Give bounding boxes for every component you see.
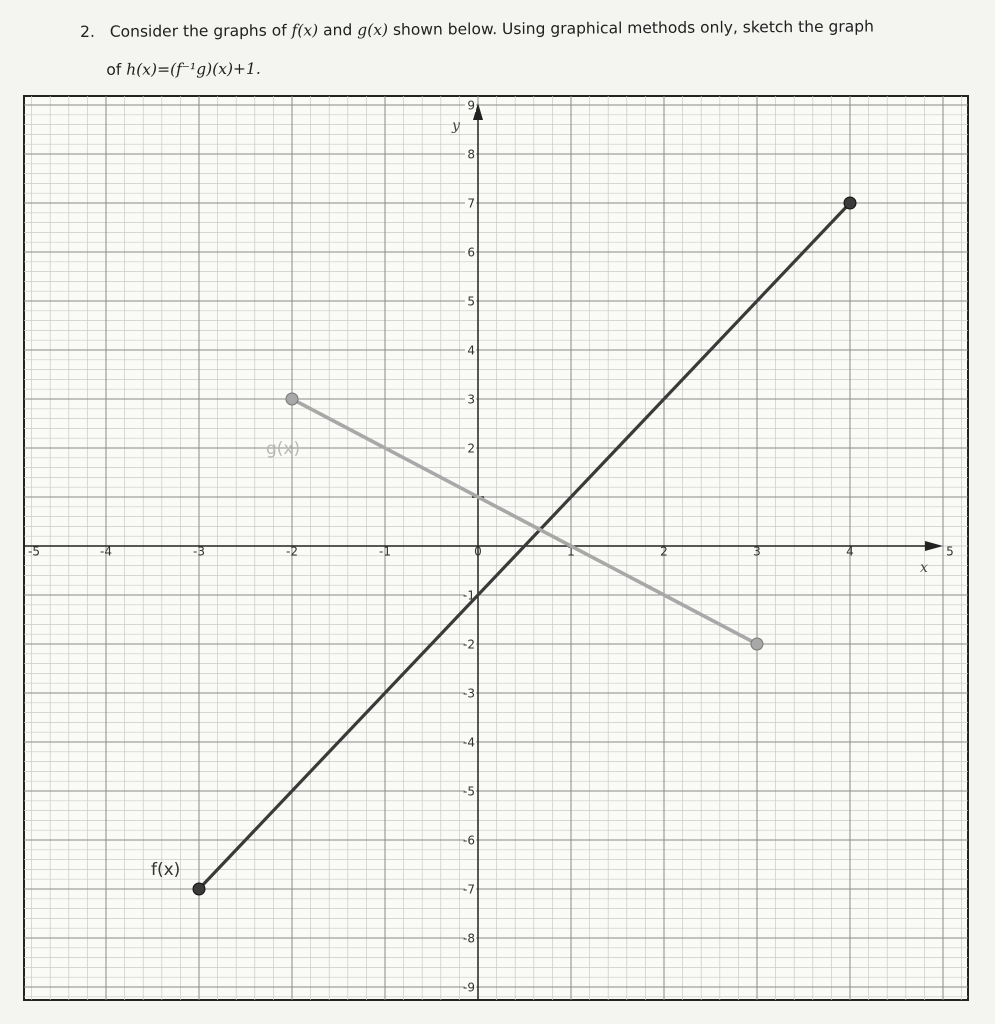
f-expression: f(x) (291, 21, 319, 40)
y-tick-label: 7 (467, 196, 475, 211)
x-tick-label: 0 (474, 544, 482, 559)
y-tick-label: 4 (467, 343, 475, 358)
y-tick-label: 2 (467, 441, 475, 456)
question-instructions: shown below. Using graphical methods only, sketch the graph (392, 17, 874, 39)
y-tick-label: -9 (463, 980, 475, 995)
x-tick-label: -1 (379, 544, 391, 559)
y-tick-label: -6 (463, 833, 475, 848)
and-word: and (323, 21, 353, 40)
y-tick-label: 5 (467, 294, 475, 309)
y-tick-label: -4 (463, 735, 475, 750)
f-series-label: f(x) (151, 860, 181, 880)
y-tick-label: 3 (467, 392, 475, 407)
h-expression: h(x)=(f⁻¹g)(x)+1. (126, 59, 261, 79)
question-intro: Consider the graphs of (109, 21, 287, 41)
question-number: 2. (80, 22, 95, 41)
f-endpoint (193, 883, 205, 895)
y-tick-label: -7 (463, 882, 475, 897)
y-tick-label: -5 (463, 784, 475, 799)
g-series-label: g(x) (266, 439, 301, 459)
x-axis-title: x (920, 560, 928, 576)
g-endpoint (286, 393, 298, 405)
x-tick-label: -5 (28, 544, 40, 559)
y-tick-label: -3 (463, 686, 475, 701)
y-tick-label: 9 (467, 98, 475, 113)
x-tick-label: -4 (100, 544, 112, 559)
x-tick-label: 4 (846, 544, 854, 559)
y-axis-title: y (452, 118, 460, 134)
y-tick-label: -1 (463, 588, 475, 603)
x-tick-label: 1 (567, 544, 575, 559)
x-tick-label: 5 (946, 544, 954, 559)
x-tick-label: 3 (753, 544, 761, 559)
g-endpoint (751, 638, 763, 650)
y-tick-label: 8 (467, 147, 475, 162)
y-tick-label: -8 (463, 931, 475, 946)
f-endpoint (844, 197, 856, 209)
y-tick-label: 6 (467, 245, 475, 260)
g-expression: g(x) (357, 20, 389, 40)
x-tick-label: -2 (286, 544, 298, 559)
y-tick-label: -2 (463, 637, 475, 652)
of-word: of (106, 60, 122, 79)
x-tick-label: -3 (193, 544, 205, 559)
x-tick-label: 2 (660, 544, 668, 559)
